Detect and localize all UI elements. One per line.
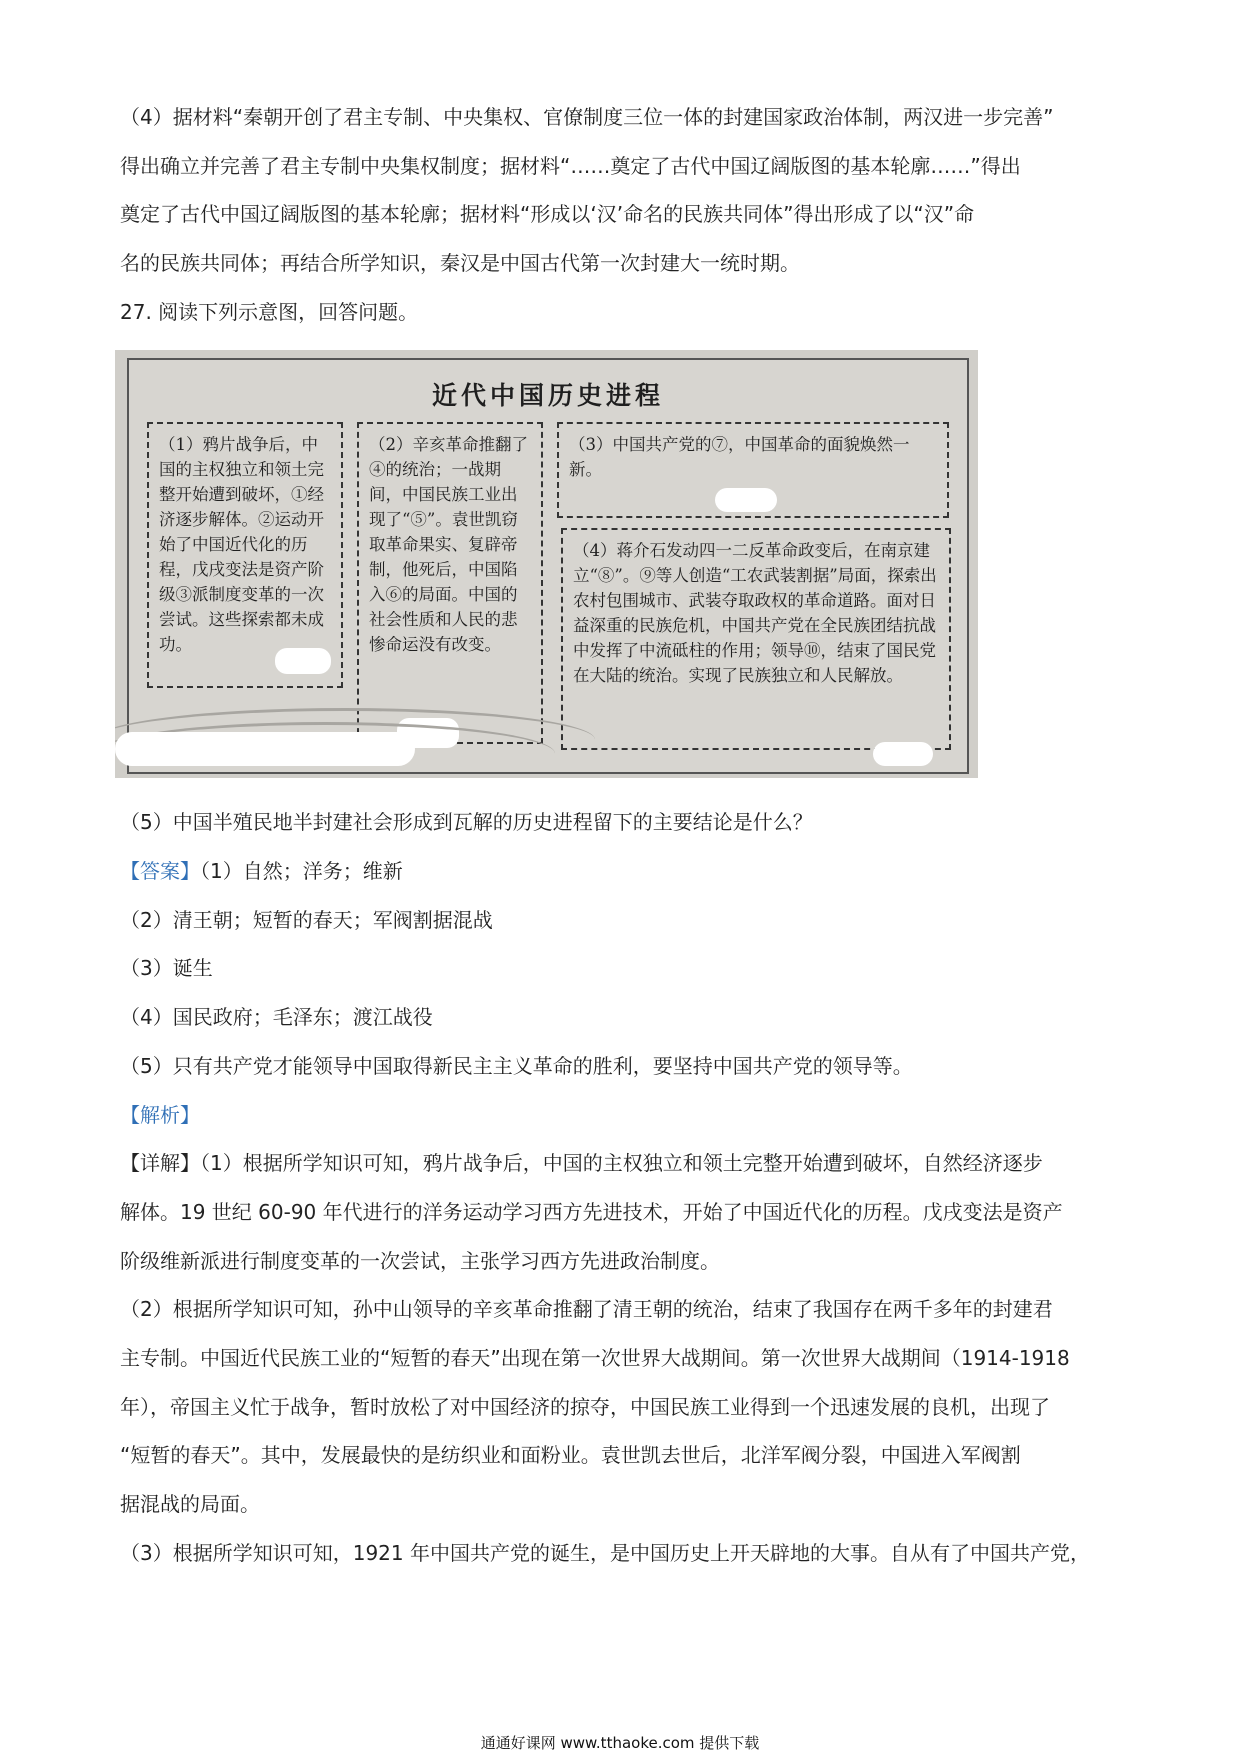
page-footer: 通通好课网 www.tthaoke.com 提供下载 <box>480 1734 760 1752</box>
paragraph-4-line-1: （4）据材料“秦朝开创了君主专制、中央集权、官僚制度三位一体的封建国家政治体制，两汉进一步完善” <box>120 105 1054 129</box>
paragraph-4-line-4: 名的民族共同体；再结合所学知识，秦汉是中国古代第一次封建大一统时期。 <box>120 251 800 275</box>
paragraph-4-line-3: 奠定了古代中国辽阔版图的基本轮廓；据材料“形成以‘汉’命名的民族共同体”得出形成了以“汉”命 <box>120 202 975 226</box>
paragraph-4-line-2: 得出确立并完善了君主专制中央集权制度；据材料“……奠定了古代中国辽阔版图的基本轮廓……”得出 <box>120 154 1021 178</box>
answer-line-1 <box>120 857 1130 885</box>
history-diagram-image <box>115 350 978 778</box>
redaction-blot <box>275 648 331 674</box>
diagram-box-2: （2）辛亥革命推翻了④的统治；一战期间，中国民族工业出现了“⑤”。袁世凯窃取革命果实、复辟帝制，他死后，中国陷入⑥的局面。中国的社会性质和人民的悲惨命运没有改变。 <box>357 422 543 744</box>
answer-5: （5）只有共产党才能领导中国取得新民主主义革命的胜利，要坚持中国共产党的领导等。 <box>120 1054 913 1078</box>
answer-1: （1）自然；洋务；维新 <box>200 859 403 883</box>
detail-line-2: 解体。19 世纪 60-90 年代进行的洋务运动学习西方先进技术，开始了中国近代化的历程。戊戌变法是资产 <box>120 1200 1063 1224</box>
answer-3: （3）诞生 <box>120 956 213 980</box>
question-27-heading: 27. 阅读下列示意图，回答问题。 <box>120 300 419 324</box>
question-5: （5）中国半殖民地半封建社会形成到瓦解的历史进程留下的主要结论是什么？ <box>120 810 813 834</box>
diagram-box-3: （3）中国共产党的⑦，中国革命的面貌焕然一新。 <box>557 422 949 518</box>
answer-label: 【答案】 <box>120 859 200 883</box>
diagram-box-4: （4）蒋介石发动四一二反革命政变后，在南京建立“⑧”。⑨等人创造“工农武装割据”局面，探索出农村包围城市、武装夺取政权的革命道路。面对日益深重的民族危机，中国共产党在全民族团结抗战中发挥了中流砥柱的作用；领导⑩，结束了国民党在大陆的统治。实现了民族独立和人民解放。 <box>561 528 951 750</box>
diagram-title: 近代中国历史进程 <box>431 381 664 410</box>
answer-4: （4）国民政府；毛泽东；渡江战役 <box>120 1005 433 1029</box>
answer-2: （2）清王朝；短暂的春天；军阀割据混战 <box>120 908 493 932</box>
detail-line-3: 阶级维新派进行制度变革的一次尝试，主张学习西方先进政治制度。 <box>120 1249 720 1273</box>
detail-line-1: 【详解】（1）根据所学知识可知，鸦片战争后，中国的主权独立和领土完整开始遭到破坏，自然经济逐步 <box>120 1151 1043 1175</box>
detail-line-7: “短暂的春天”。其中，发展最快的是纺织业和面粉业。袁世凯去世后，北洋军阀分裂，中国进入军阀割 <box>120 1443 1021 1467</box>
redaction-blot <box>873 742 933 766</box>
detail-line-5: 主专制。中国近代民族工业的“短暂的春天”出现在第一次世界大战期间。第一次世界大战期间（1914-1918 <box>120 1346 1070 1370</box>
detail-line-8: 据混战的局面。 <box>120 1492 260 1516</box>
detail-line-4: （2）根据所学知识可知，孙中山领导的辛亥革命推翻了清王朝的统治，结束了我国存在两千多年的封建君 <box>120 1297 1053 1321</box>
analysis-label: 【解析】 <box>120 1103 200 1127</box>
redaction-blot <box>715 488 777 512</box>
detail-line-6: 年），帝国主义忙于战争，暂时放松了对中国经济的掠夺，中国民族工业得到一个迅速发展的良机，出现了 <box>120 1395 1050 1419</box>
redaction-blot <box>115 732 415 766</box>
detail-line-9: （3）根据所学知识可知，1921 年中国共产党的诞生，是中国历史上开天辟地的大事。自从有了中国共产党， <box>120 1541 1090 1565</box>
diagram-box-1: （1）鸦片战争后，中国的主权独立和领土完整开始遭到破坏，①经济逐步解体。②运动开始了中国近代化的历程，戊戌变法是资产阶级③派制度变革的一次尝试。这些探索都未成功。 <box>147 422 343 688</box>
